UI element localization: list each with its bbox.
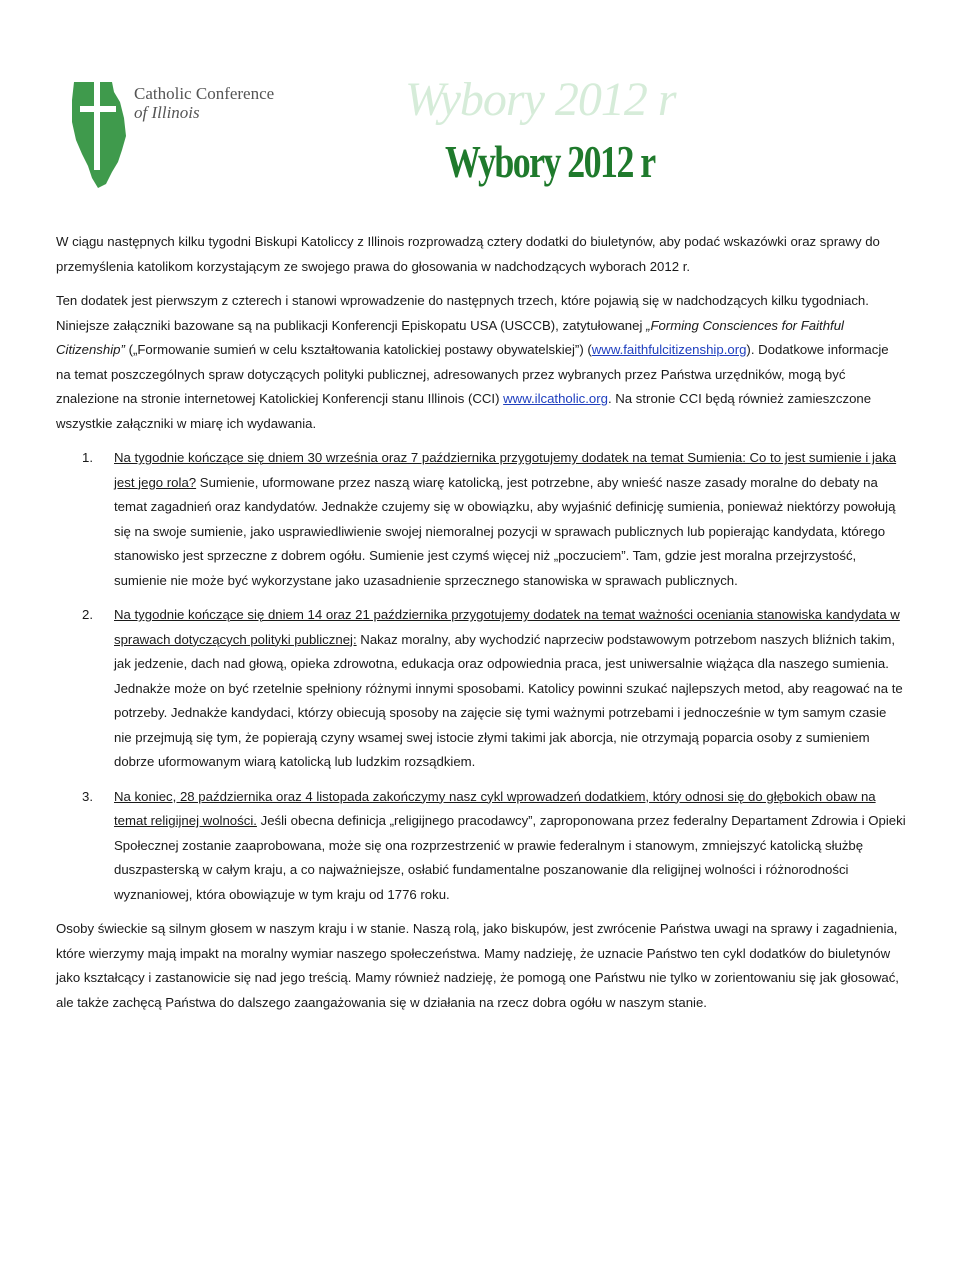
page-title: Wybory 2012 r [445, 136, 655, 187]
title-shadow: Wybory 2012 r [405, 73, 676, 126]
intro2-text-2: („Formowanie sumień w celu kształtowania katolickiej postawy obywatelskiej”) ( [124, 342, 592, 357]
intro2-text-3: ). Dodatkowe informacje na temat poszczególnych spraw dotyczących polityki publicznej, adresowanych przez wybranych przez Państwa urzędników, mogą być znalezione na stronie internetowej Katolickiej Konferencji stanu Illinois (CCI) [56, 342, 889, 406]
organization-name [134, 84, 274, 122]
list-number: 3. [82, 788, 93, 804]
list-item-body: Nakaz moralny, aby wychodzić naprzeciw podstawowym potrzebom naszych bliźnich takim, jak jedzenie, dach nad głową, opieka zdrowotna, edukacja oraz odpowiednia praca, jest uniwersalnie wiążąca dla naszego sumienia. Jednakże może on być rzetelnie spełniony różnymi innymi sposobami. Katolicy powinni szukać najlepszych metod, aby reagować na te potrzeby. Jednakże kandydaci, którzy obiecują sposoby na zajęcie się tymi ważnymi potrzebami i jednocześnie w tym samym czasie nie przejmują się tym, że popierają czyny wsamej swej istocie złymi takimi jak aborcja, nie otrzymają poparcia osoby z sumieniem dobrze uformowanym wiarą katolicką lub ludzkim rozsądkiem. [114, 631, 903, 769]
list-item [56, 603, 906, 775]
logo-line-1: Catholic Conference [134, 84, 275, 103]
document-header [0, 0, 960, 200]
publication-title: „Forming Consciences for Faithful Citizenship” [56, 317, 844, 357]
closing-paragraph: Osoby świeckie są silnym głosem w naszym kraju i w stanie. Naszą rolą, jako biskupów, jest zwrócenie Państwa uwagi na sprawy i zagadnienia, które wierzymy mają impakt na moralny wymiar naszego społeczeństwa. Mamy nadzieję, że uznacie Państwo ten cykl dodatków do biuletynów jako kształcący i zastanowicie się nad jego treścią. Mamy również nadzieję, że pomogą one Państwu nie tylko w zorientowaniu się jak głosować, ale także zachęcą Państwa do dalszego zaangażowania się w działania na rzecz dobra ogółu w naszym stanie. [56, 921, 899, 1010]
list-item [56, 446, 906, 593]
list-item-heading: Na koniec, 28 października oraz 4 listopada zakończymy nasz cykl wprowadzeń dodatkiem, który odnosi się do głębokich obaw na temat religijnej wolności. [114, 788, 876, 828]
intro2-text-1: Ten dodatek jest pierwszym z czterech i stanowi wprowadzenie do następnych trzech, które pojawią się w nadchodzących kilku tygodniach. Niniejsze załączniki bazowane są na publikacji Konferencji Episkopatu USA (USCCB), zatytułowanej [56, 293, 869, 333]
list-item-body: Sumienie, uformowane przez naszą wiarę katolicką, jest potrzebne, aby wnieść nasze zasady moralne do debaty na temat zagadnień oraz kandydatów. Jednakże czujemy się w obowiązku, aby wyjaśnić definicję sumienia, ponieważ niektórzy powołują się na swoje sumienie, jako usprawiedliwienie swojej niemoralnej pozycji w sprawach publicznych lub popierając kandydata, którego stanowisko jest sprzeczne z dobrem ogółu. Sumienie jest czymś więcej niż „poczuciem”. Tam, gdzie jest moralna przejrzystość, sumienie nie może być wykorzystane jako uzasadnienie sprzecznego stanowiska w sprawach publicznych. [114, 474, 896, 588]
list-item [56, 785, 906, 908]
intro-paragraph-1: W ciągu następnych kilku tygodni Biskupi Katoliccy z Illinois rozprowadzą cztery dodatki do biuletynów, aby podać wskazówki oraz sprawy do przemyślenia katolikom korzystającym ze swojego prawa do głosowania w nadchodzących wyborach 2012 r. [56, 234, 880, 274]
logo-line-2: of Illinois [134, 103, 200, 122]
illinois-cross-logo-icon [68, 78, 130, 190]
list-item-heading: Na tygodnie kończące się dniem 14 oraz 21 października przygotujemy dodatek na temat ważności oceniania stanowiska kandydata w sprawach dotyczących polityki publicznej: [114, 607, 900, 647]
ilcatholic-link[interactable]: www.ilcatholic.org [503, 391, 608, 406]
list-item-heading: Na tygodnie kończące się dniem 30 września oraz 7 października przygotujemy dodatek na temat Sumienia: Co to jest sumienie i jaka jest jego rola? [114, 450, 897, 490]
faithfulcitizenship-link[interactable]: www.faithfulcitizenship.org [591, 342, 747, 357]
list-number: 1. [82, 450, 93, 465]
document-body [56, 230, 906, 1025]
supplement-list [56, 446, 906, 907]
list-item-body: Jeśli obecna definicja „religijnego pracodawcy”, zaproponowana przez federalny Departament Zdrowia i Opieki Społecznej zostanie zaaprobowana, może się ona rozprzestrzenić w prawie federalnym i stanowym, zmniejszyć katolicką służbę duszpasterską w całym kraju, a co najważniejsze, osłabić fundamentalne poszanowanie dla religijnej wolności i różnorodności wyznaniowej, która obowiązuje w tym kraju od 1776 roku. [114, 813, 906, 902]
intro-paragraph-2 [56, 289, 906, 436]
list-number: 2. [82, 607, 93, 622]
intro2-text-4: . Na stronie CCI będą również zamieszczone wszystkie załączniki w miarę ich wydawania. [56, 391, 872, 431]
